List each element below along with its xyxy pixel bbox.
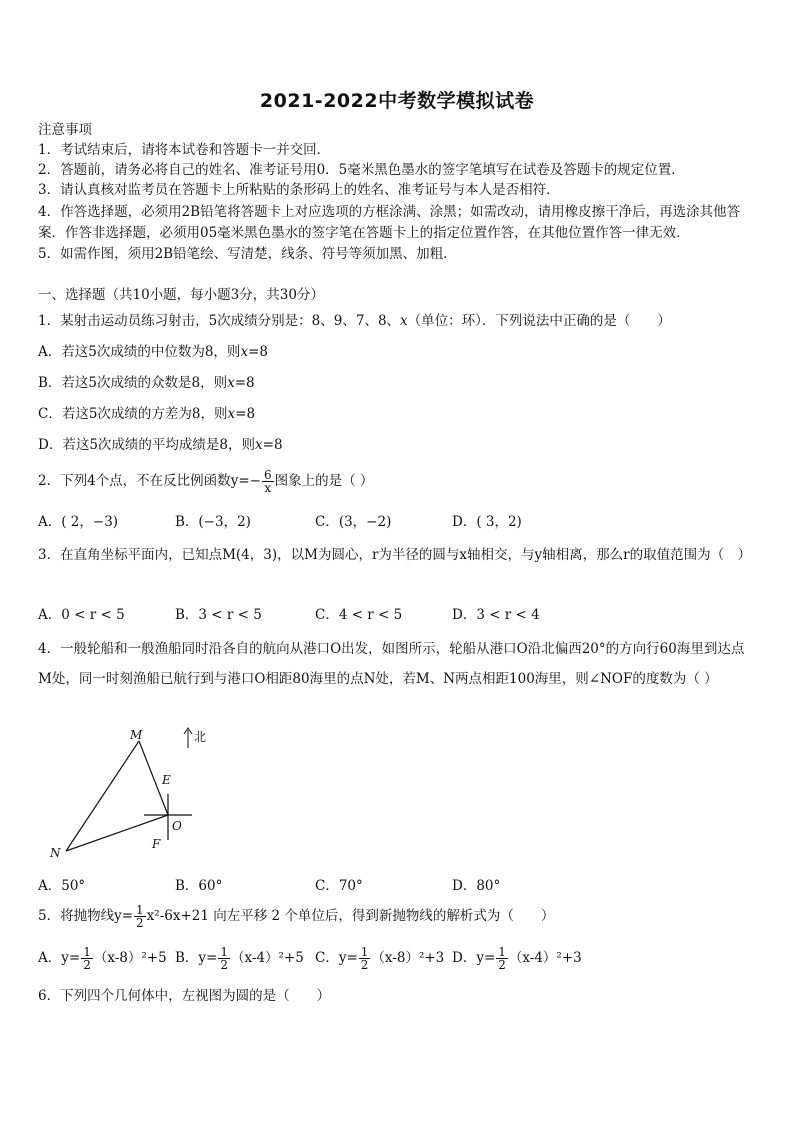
question-5-option-c: C．y= $\frac{1}{2}$ （x-8）²+3 [315, 945, 445, 972]
notice-item-2: 2．答题前，请务必将自己的姓名、准考证号用0．5毫米黑色墨水的签字笔填写在试卷及答题卡的规定位置． [38, 162, 685, 178]
question-1-stem: 1．某射击运动员练习射击，5次成绩分别是：8、9、7、8、x（单位：环）．下列说法中正确的是（ ） [38, 313, 671, 329]
question-4-option-a: A．50° [38, 878, 86, 894]
page-title: 2021-2022中考数学模拟试卷 [259, 90, 535, 112]
label-e: E [162, 773, 171, 787]
question-2-option-a: A．( 2，−3) [38, 514, 119, 530]
question-4-stem: 4．一般轮船和一般渔船同时沿各自的航向从港口O出发，如图所示，轮船从港口O沿北偏西20°的方向行60海里到达点M处，同一时刻渔船已航行到与港口O相距80海里的点N处，若M、N两点相距100海里，则∠NOF的度数为（ ） [38, 641, 745, 687]
question-4-figure [40, 724, 220, 864]
question-3-option-c: C．4 < r < 5 [315, 607, 403, 623]
section-heading: 一、选择题（共10小题，每小题3分，共30分） [38, 287, 324, 303]
notice-item-4: 4．作答选择题，必须用2B铅笔将答题卡上对应选项的方框涂满、涂黑；如需改动，请用橡皮擦干净后，再选涂其他答案．作答非选择题，必须用05毫米黑色墨水的签字笔在答题卡上的指定位置作答，在其他位置作答一律无效． [38, 204, 741, 241]
question-4-option-d: D．80° [452, 878, 501, 894]
fraction-6-over-x: $\frac{6}{x}$ [263, 468, 272, 495]
question-5-stem: 5．将抛物线y= $\frac{1}{2}$ x²-6x+21 向左平移 2 个单位后，得到新抛物线的解析式为（ ） [38, 903, 555, 930]
segment-mn [66, 741, 139, 851]
label-f: F [152, 837, 161, 851]
question-3-option-d: D．3 < r < 4 [452, 607, 540, 623]
notice-item-1: 1．考试结束后，请将本试卷和答题卡一并交回． [38, 142, 331, 158]
question-2-stem: 2．下列4个点，不在反比例函数y=− $\frac{6}{x}$ 图象上的是（ ） [38, 468, 374, 495]
question-1-option-a: A．若这5次成绩的中位数为8，则x=8 [38, 344, 268, 360]
fraction-one-half: $\frac{1}{2}$ [136, 903, 144, 930]
label-north: 北 [194, 730, 207, 744]
question-3-option-a: A．0 < r < 5 [38, 607, 125, 623]
question-3-option-b: B．3 < r < 5 [175, 607, 262, 623]
question-5-option-b: B．y= $\frac{1}{2}$ （x-4）²+5 [175, 945, 304, 972]
label-n: N [50, 846, 61, 860]
question-2-option-d: D．( 3，2) [452, 514, 522, 530]
question-2-option-c: C．(3，−2) [315, 514, 392, 530]
question-4-option-b: B．60° [175, 878, 223, 894]
label-m: M [130, 728, 143, 742]
question-3-stem: 3．在直角坐标平面内，已知点M(4，3)，以M为圆心，r为半径的圆与x轴相交，与y轴相离，那么r的取值范围为（ ） [38, 547, 752, 563]
geometry-diagram [40, 724, 220, 864]
question-1-option-c: C．若这5次成绩的方差为8，则x=8 [38, 406, 256, 422]
question-4-option-c: C．70° [315, 878, 363, 894]
label-o: O [172, 819, 182, 833]
notice-item-5: 5．如需作图，须用2B铅笔绘、写清楚，线条、符号等须加黑、加粗． [38, 246, 457, 262]
notice-heading: 注意事项 [38, 122, 92, 138]
question-6-stem: 6．下列四个几何体中，左视图为圆的是（ ） [38, 988, 331, 1004]
question-1-option-d: D．若这5次成绩的平均成绩是8，则x=8 [38, 437, 283, 453]
question-5-option-d: D．y= $\frac{1}{2}$ （x-4）²+3 [452, 945, 582, 972]
question-1-option-b: B．若这5次成绩的众数是8，则x=8 [38, 375, 255, 391]
question-2-option-b: B．(−3，2) [175, 514, 251, 530]
question-5-option-a: A．y= $\frac{1}{2}$ （x-8）²+5 [38, 945, 167, 972]
notice-item-3: 3．请认真核对监考员在答题卡上所粘贴的条形码上的姓名、准考证号与本人是否相符． [38, 182, 560, 198]
